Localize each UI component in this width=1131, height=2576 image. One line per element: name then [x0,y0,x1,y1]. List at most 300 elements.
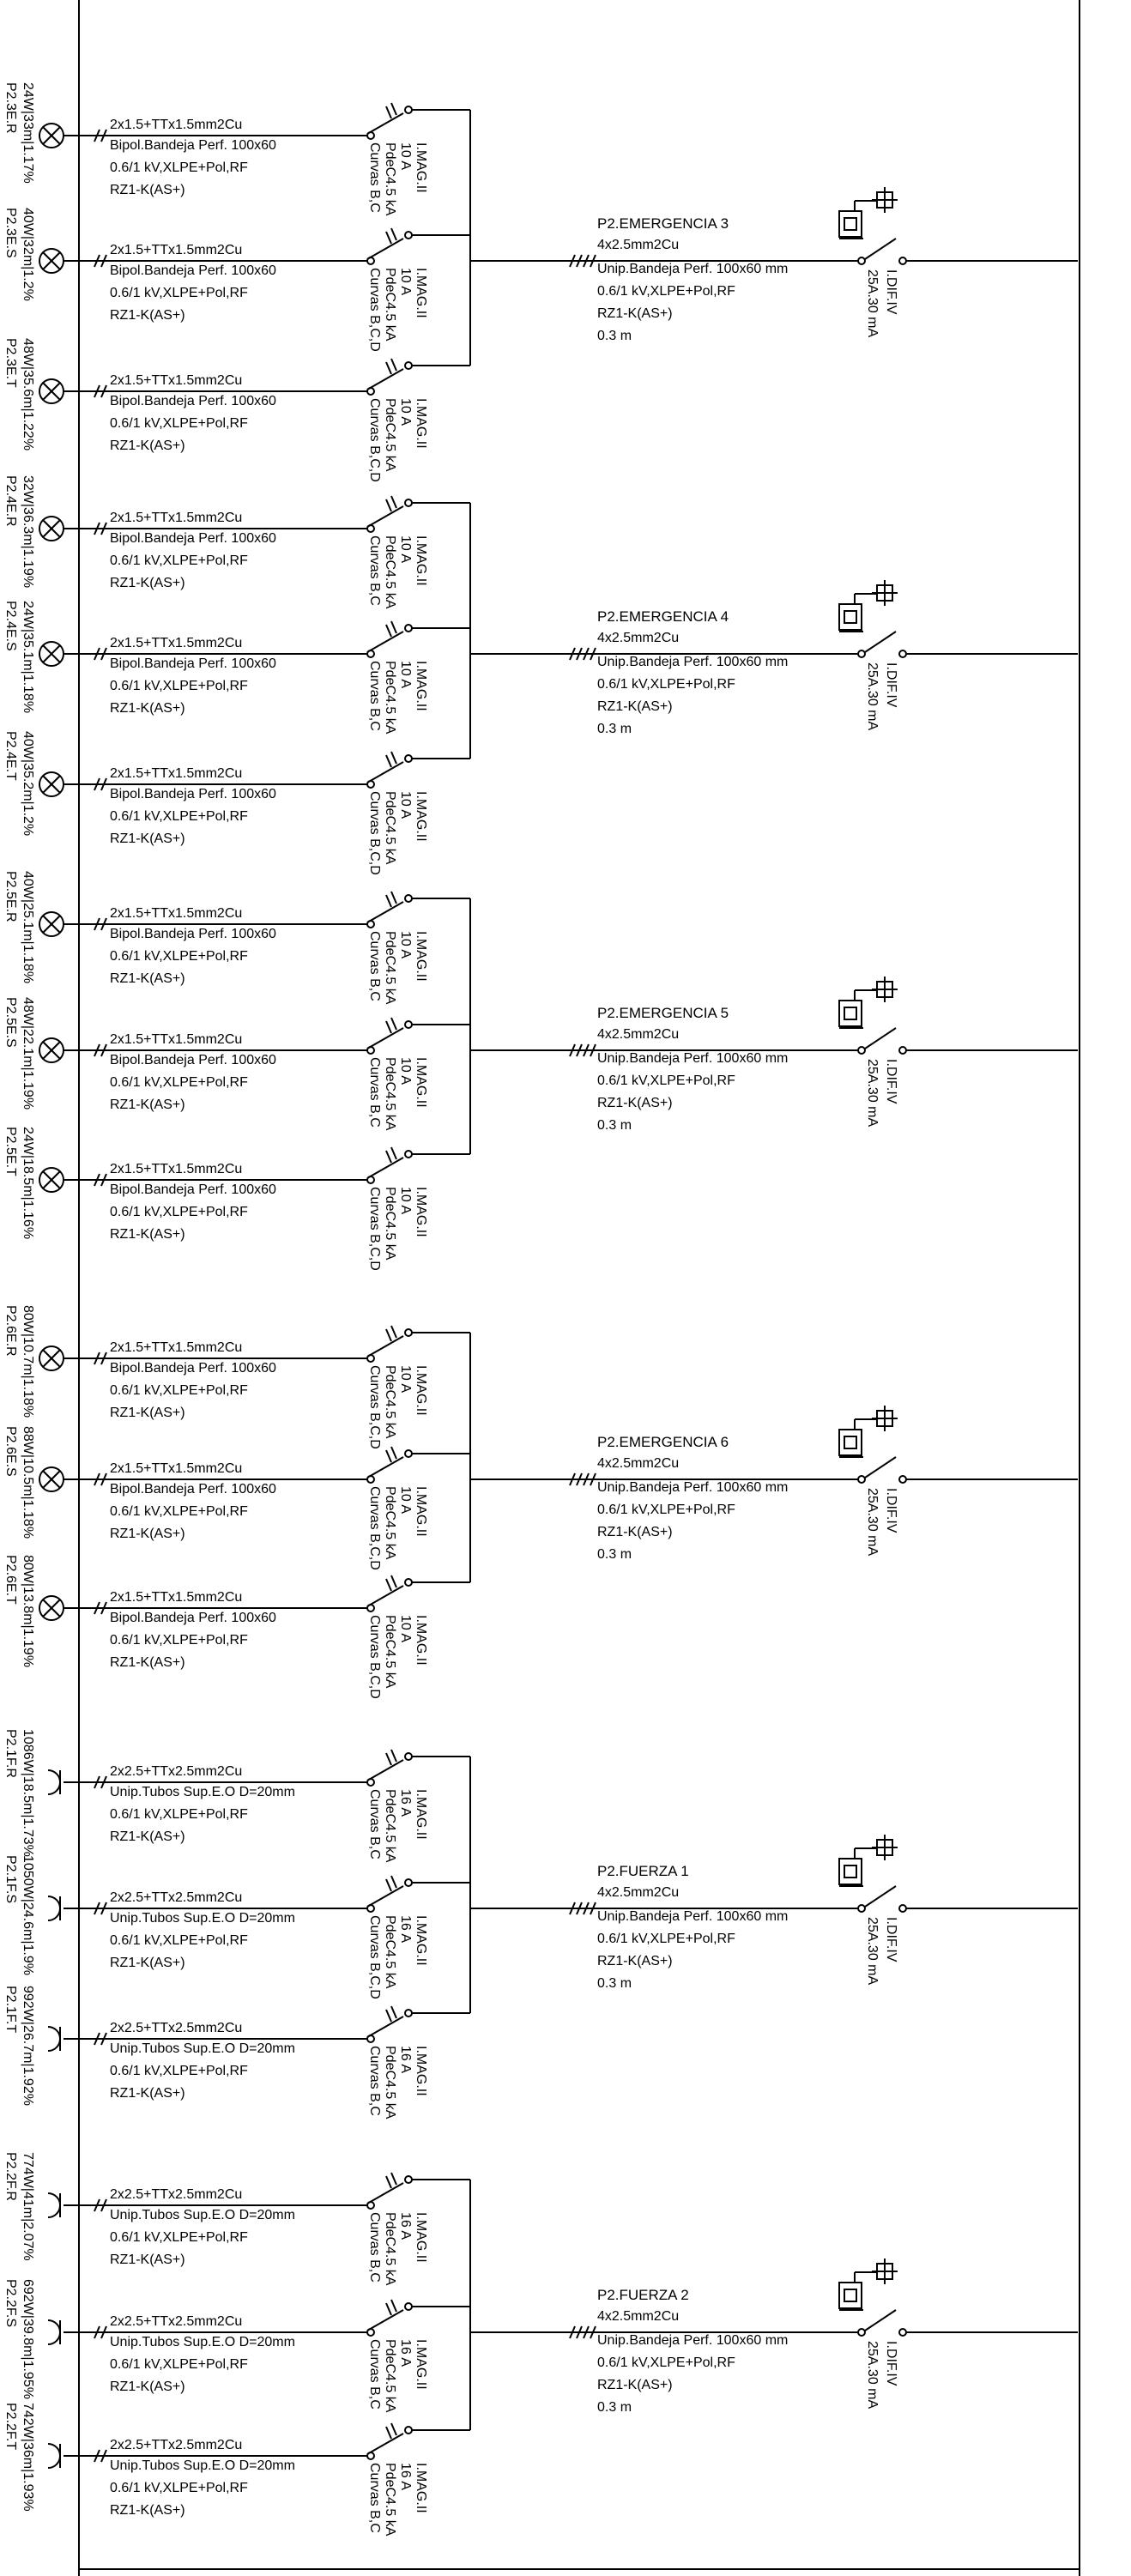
breaker-contact [405,2303,412,2310]
breaker-trip [391,2173,396,2185]
rcd-rating: 25A.30 mA [865,662,880,731]
load-name: P2.1F.T [3,1986,18,2034]
breaker-icon [367,228,412,264]
breaker-contact [405,1753,412,1760]
breaker-rating: 10 A [398,268,413,296]
breaker-type: I.MAG.II [414,1187,428,1237]
breaker-trip [391,359,396,371]
breaker-icon [367,2300,412,2336]
breaker-type: I.MAG.II [414,2463,428,2513]
breaker-pdc: PdeC4.5 kA [383,535,397,609]
cable-spec: 2x2.5+TTx2.5mm2Cu [110,2021,243,2035]
breaker-trip [386,499,391,511]
differential-icon [839,1835,898,1886]
circuit-p2-3e-r [3,82,470,216]
breaker-curve: Curvas B,C,D [367,1187,382,1271]
cable-spec: 2x2.5+TTx2.5mm2Cu [110,2438,243,2452]
installation-method: Bipol.Bandeja Perf. 100x60 [110,394,276,408]
insulation: 0.6/1 kV,XLPE+Pol,RF [110,809,248,824]
breaker-trip [386,1879,391,1891]
breaker-trip [386,362,391,374]
circuit-p2-2f-t [3,2403,470,2537]
breaker-trip [386,1753,391,1765]
breaker-curve: Curvas B,C,D [367,791,382,875]
insulation: 0.6/1 kV,XLPE+Pol,RF [110,949,248,964]
breaker-trip [391,892,396,904]
breaker-blade [367,632,403,652]
circuit-p2-6e-t [3,1555,470,1699]
insulation: 0.6/1 kV,XLPE+Pol,RF [110,553,248,568]
installation-method: Bipol.Bandeja Perf. 100x60 [110,1611,276,1625]
lamp-icon [39,379,64,403]
insulation: 0.6/1 kV,XLPE+Pol,RF [110,1383,248,1398]
breaker-blade [367,1158,403,1178]
socket-icon [48,2444,60,2468]
breaker-contact [405,1329,412,1336]
cable-spec: 2x1.5+TTx1.5mm2Cu [110,1162,243,1176]
breaker-contact [405,2427,412,2434]
cable-type: RZ1-K(AS+) [110,1956,185,1970]
feeder-cable: 4x2.5mm2Cu [597,1885,680,1900]
breaker-blade [367,1457,403,1478]
load-data: 32W|36.3m|1.19% [21,475,35,589]
breaker-contact [405,625,412,632]
breaker-pdc: PdeC4.5 kA [383,142,397,216]
rcd-contact [899,257,906,264]
breaker-pdc: PdeC4.5 kA [383,398,397,472]
breaker-type: I.MAG.II [414,1365,428,1416]
cable-type: RZ1-K(AS+) [110,1655,185,1670]
breaker-trip [391,1147,396,1159]
cable-spec: 2x2.5+TTx2.5mm2Cu [110,1890,243,1905]
feeder-installation: Unip.Bandeja Perf. 100x60 mm [597,1909,789,1924]
circuit-p2-4e-t [3,731,470,875]
cable-type: RZ1-K(AS+) [110,701,185,716]
breaker-pdc: PdeC4.5 kA [383,1187,397,1261]
toroid-box [839,2283,862,2308]
breaker-contact [405,106,412,113]
load-data: 40W|25.1m|1.18% [21,871,35,984]
breaker-type: I.MAG.II [414,1615,428,1666]
lamp-icon [39,249,64,273]
breaker-curve: Curvas B,C [367,142,382,213]
breaker-rating: 10 A [398,661,413,689]
feeder-insulation: 0.6/1 kV,XLPE+Pol,RF [597,284,735,299]
cable-type: RZ1-K(AS+) [110,2503,185,2518]
lamp-icon [39,517,64,541]
cable-spec: 2x1.5+TTx1.5mm2Cu [110,1461,243,1476]
feeder-cable-type: RZ1-K(AS+) [597,1096,673,1110]
insulation: 0.6/1 kV,XLPE+Pol,RF [110,1807,248,1822]
breaker-rating: 10 A [398,791,413,819]
toroid-core [844,2289,856,2301]
breaker-rating: 10 A [398,398,413,426]
installation-method: Bipol.Bandeja Perf. 100x60 [110,1182,276,1197]
breaker-icon [367,103,412,139]
feeder-name: P2.EMERGENCIA 4 [597,608,729,625]
breaker-trip [391,1326,396,1338]
rcd-type: I.DIF.IV [884,269,898,315]
toroid-core [844,1436,856,1448]
breaker-contact [405,755,412,762]
breaker-curve: Curvas B,C [367,2339,382,2410]
lamp-icon [39,772,64,796]
insulation: 0.6/1 kV,XLPE+Pol,RF [110,1205,248,1219]
insulation: 0.6/1 kV,XLPE+Pol,RF [110,2357,248,2372]
installation-method: Bipol.Bandeja Perf. 100x60 [110,927,276,941]
load-name: P2.4E.T [3,731,18,781]
breaker-trip [386,232,391,244]
breaker-rating: 10 A [398,1486,413,1515]
cable-spec: 2x1.5+TTx1.5mm2Cu [110,118,243,132]
breaker-icon [367,892,412,928]
insulation: 0.6/1 kV,XLPE+Pol,RF [110,1633,248,1648]
breaker-blade [367,113,403,134]
load-data: 692W|39.8m|1.95% [21,2279,35,2399]
breaker-pdc: PdeC4.5 kA [383,791,397,865]
load-data: 24W|35.1m|1.18% [21,601,35,714]
breaker-trip [386,1021,391,1033]
breaker-blade [367,2310,403,2331]
load-data: 48W|22.1m|1.19% [21,997,35,1110]
circuit-p2-5e-r [3,871,470,1005]
circuit-p2-3e-s [3,208,470,352]
lamp-icon [39,1596,64,1620]
feeder-cable-type: RZ1-K(AS+) [597,1954,673,1968]
breaker-contact [405,1579,412,1586]
installation-method: Unip.Tubos Sup.E.O D=20mm [110,2458,295,2473]
breaker-trip [386,1579,391,1591]
insulation: 0.6/1 kV,XLPE+Pol,RF [110,2230,248,2245]
rcd-type: I.DIF.IV [884,2341,898,2386]
circuit-p2-6e-s [3,1426,470,1570]
installation-method: Bipol.Bandeja Perf. 100x60 [110,787,276,801]
feeder-name: P2.EMERGENCIA 3 [597,215,729,232]
breaker-trip [386,2176,391,2188]
breaker-rating: 16 A [398,1915,413,1944]
breaker-trip [391,2300,396,2312]
installation-method: Bipol.Bandeja Perf. 100x60 [110,531,276,546]
installation-method: Bipol.Bandeja Perf. 100x60 [110,1053,276,1067]
breaker-rating: 10 A [398,931,413,959]
breaker-blade [367,1028,403,1049]
breaker-trip [386,2427,391,2439]
feeder-cable-type: RZ1-K(AS+) [597,2378,673,2392]
cable-type: RZ1-K(AS+) [110,831,185,846]
feeder-name: P2.EMERGENCIA 5 [597,1005,729,1021]
breaker-curve: Curvas B,C [367,931,382,1001]
installation-method: Bipol.Bandeja Perf. 100x60 [110,138,276,153]
breaker-contact [405,2010,412,2017]
feeder-cable: 4x2.5mm2Cu [597,1456,680,1471]
breaker-type: I.MAG.II [414,1486,428,1537]
feeder-insulation: 0.6/1 kV,XLPE+Pol,RF [597,2355,735,2370]
cable-spec: 2x1.5+TTx1.5mm2Cu [110,1340,243,1355]
breaker-trip [391,2423,396,2435]
load-data: 774W|41m|2.07% [21,2152,35,2261]
installation-method: Bipol.Bandeja Perf. 100x60 [110,263,276,278]
insulation: 0.6/1 kV,XLPE+Pol,RF [110,2064,248,2078]
sub-feeders [470,187,1078,2415]
cable-type: RZ1-K(AS+) [110,2252,185,2267]
breaker-blade [367,506,403,527]
breaker-pdc: PdeC4.5 kA [383,1615,397,1689]
breaker-rating: 16 A [398,2212,413,2240]
feeder-p2-fuerza-1 [470,1835,1078,1991]
rcd-contact [899,1047,906,1054]
feeder-cable-type: RZ1-K(AS+) [597,306,673,321]
breaker-trip [386,2010,391,2022]
breaker-icon [367,621,412,657]
rcd-type: I.DIF.IV [884,662,898,708]
load-name: P2.1F.R [3,1729,18,1778]
load-data: 40W|32m|1.2% [21,208,35,301]
cable-spec: 2x1.5+TTx1.5mm2Cu [110,1590,243,1605]
breaker-icon [367,1147,412,1183]
breaker-trip [391,621,396,633]
feeder-cable: 4x2.5mm2Cu [597,1027,680,1042]
load-data: 88W|10.5m|1.18% [21,1426,35,1539]
breaker-curve: Curvas B,C,D [367,1365,382,1449]
socket-icon [48,2027,60,2051]
rcd-rating: 25A.30 mA [865,1917,880,1986]
breaker-icon [367,1876,412,1912]
breaker-rating: 10 A [398,1187,413,1215]
breaker-icon [367,752,412,788]
breaker-icon [367,1326,412,1362]
load-name: P2.4E.R [3,475,18,527]
lamp-icon [39,1346,64,1370]
socket-arc [48,2444,60,2468]
breaker-trip [386,625,391,637]
load-data: 1050W|24.6m|1.9% [21,1855,35,1975]
rcd-type: I.DIF.IV [884,1059,898,1104]
feeder-installation: Unip.Bandeja Perf. 100x60 mm [597,262,789,276]
rcd-contact [899,2329,906,2336]
rcd-contact [858,2329,865,2336]
breaker-type: I.MAG.II [414,931,428,982]
breaker-pdc: PdeC4.5 kA [383,1789,397,1863]
cable-spec: 2x1.5+TTx1.5mm2Cu [110,373,243,388]
load-name: P2.2F.R [3,2152,18,2201]
rcd-contact [858,1047,865,1054]
rcd-blade [865,632,896,652]
breaker-icon [367,1750,412,1786]
rcd-type: I.DIF.IV [884,1917,898,1962]
breaker-rating: 16 A [398,2046,413,2074]
breaker-blade [367,2017,403,2037]
feeder-insulation: 0.6/1 kV,XLPE+Pol,RF [597,1503,735,1517]
breaker-trip [386,895,391,907]
cable-spec: 2x1.5+TTx1.5mm2Cu [110,906,243,921]
toroid-core [844,1007,856,1019]
breaker-blade [367,2434,403,2454]
installation-method: Bipol.Bandeja Perf. 100x60 [110,1361,276,1376]
breaker-type: I.MAG.II [414,398,428,449]
breaker-contact [405,1021,412,1028]
breaker-blade [367,1886,403,1907]
cable-spec: 2x1.5+TTx1.5mm2Cu [110,243,243,257]
load-name: P2.5E.T [3,1127,18,1176]
socket-arc [48,2193,60,2217]
rcd-contact [899,1905,906,1912]
cable-type: RZ1-K(AS+) [110,2379,185,2394]
circuit-p2-1f-t [3,1986,470,2119]
breaker-pdc: PdeC4.5 kA [383,2212,397,2286]
breaker-type: I.MAG.II [414,2046,428,2096]
breaker-type: I.MAG.II [414,535,428,586]
feeder-p2-emergencia-4 [470,580,1078,736]
rcd-rating: 25A.30 mA [865,1059,880,1128]
feeder-insulation: 0.6/1 kV,XLPE+Pol,RF [597,1073,735,1088]
toroid-core [844,611,856,623]
toroid-box [839,604,862,630]
breaker-curve: Curvas B,C [367,661,382,731]
socket-arc [48,2027,60,2051]
breaker-curve: Curvas B,C [367,2212,382,2283]
feeder-p2-emergencia-5 [470,977,1078,1133]
feeder-installation: Unip.Bandeja Perf. 100x60 mm [597,2333,789,2348]
cable-spec: 2x1.5+TTx1.5mm2Cu [110,1032,243,1047]
breaker-pdc: PdeC4.5 kA [383,2463,397,2537]
circuit-p2-4e-s [3,601,470,735]
load-name: P2.3E.S [3,208,18,258]
breaker-contact [405,232,412,239]
load-data: 40W|35.2m|1.2% [21,731,35,837]
breaker-pdc: PdeC4.5 kA [383,1365,397,1439]
cable-type: RZ1-K(AS+) [110,1829,185,1844]
load-name: P2.6E.T [3,1555,18,1605]
feeder-length: 0.3 m [597,2400,632,2415]
breaker-trip [391,1750,396,1762]
load-data: 80W|10.7m|1.18% [21,1305,35,1418]
feeder-installation: Unip.Bandeja Perf. 100x60 mm [597,655,789,669]
toroid-box [839,1001,862,1026]
rcd-rating: 25A.30 mA [865,269,880,338]
breaker-trip [386,106,391,118]
breaker-trip [391,1876,396,1888]
breaker-pdc: PdeC4.5 kA [383,1486,397,1560]
socket-icon [48,1770,60,1794]
insulation: 0.6/1 kV,XLPE+Pol,RF [110,416,248,431]
load-data: 1086W|18.5m|1.73% [21,1729,35,1857]
load-data: 992W|26.7m|1.92% [21,1986,35,2106]
breaker-contact [405,2176,412,2183]
rcd-rating: 25A.30 mA [865,1488,880,1557]
breaker-type: I.MAG.II [414,2339,428,2390]
circuit-p2-5e-s [3,997,470,1131]
breaker-icon [367,1447,412,1483]
breaker-rating: 10 A [398,535,413,564]
differential-icon [839,580,898,632]
breaker-rating: 10 A [398,1057,413,1085]
breaker-type: I.MAG.II [414,791,428,842]
breaker-rating: 16 A [398,2339,413,2367]
feeder-cable: 4x2.5mm2Cu [597,2309,680,2324]
cable-spec: 2x2.5+TTx2.5mm2Cu [110,2187,243,2202]
cable-spec: 2x2.5+TTx2.5mm2Cu [110,2314,243,2329]
feeder-insulation: 0.6/1 kV,XLPE+Pol,RF [597,677,735,692]
breaker-icon [367,1018,412,1054]
breaker-trip [391,752,396,764]
breaker-pdc: PdeC4.5 kA [383,931,397,1005]
breaker-trip [391,228,396,240]
breaker-pdc: PdeC4.5 kA [383,2339,397,2413]
cable-spec: 2x1.5+TTx1.5mm2Cu [110,766,243,781]
rcd-blade [865,1886,896,1907]
load-name: P2.5E.S [3,997,18,1048]
breaker-contact [405,362,412,369]
circuit-p2-4e-r [3,475,470,609]
breaker-blade [367,2183,403,2204]
breaker-blade [367,1586,403,1606]
circuit-p2-5e-t [3,1127,470,1271]
insulation: 0.6/1 kV,XLPE+Pol,RF [110,2481,248,2495]
breaker-rating: 10 A [398,142,413,171]
rcd-contact [858,1476,865,1483]
insulation: 0.6/1 kV,XLPE+Pol,RF [110,1933,248,1948]
breaker-type: I.MAG.II [414,268,428,318]
circuit-p2-1f-r [3,1729,470,1863]
breaker-rating: 16 A [398,2463,413,2491]
load-data: 48W|35.6m|1.22% [21,338,35,451]
installation-method: Unip.Tubos Sup.E.O D=20mm [110,1911,295,1926]
breaker-icon [367,2423,412,2459]
breaker-rating: 10 A [398,1365,413,1394]
insulation: 0.6/1 kV,XLPE+Pol,RF [110,160,248,175]
feeder-length: 0.3 m [597,1118,632,1133]
breaker-trip [391,1447,396,1459]
cable-spec: 2x1.5+TTx1.5mm2Cu [110,636,243,650]
breaker-icon [367,2173,412,2209]
breaker-icon [367,2006,412,2042]
breaker-curve: Curvas B,C,D [367,398,382,482]
rcd-contact [899,1476,906,1483]
feeder-p2-emergencia-3 [470,187,1078,343]
load-name: P2.6E.R [3,1305,18,1357]
rcd-type: I.DIF.IV [884,1488,898,1533]
breaker-curve: Curvas B,C,D [367,1915,382,1999]
cable-type: RZ1-K(AS+) [110,308,185,323]
breaker-type: I.MAG.II [414,2212,428,2263]
cable-type: RZ1-K(AS+) [110,1227,185,1242]
load-name: P2.5E.R [3,871,18,922]
installation-method: Unip.Tubos Sup.E.O D=20mm [110,2208,295,2222]
breaker-trip [391,2006,396,2018]
rcd-blade [865,1457,896,1478]
installation-method: Bipol.Bandeja Perf. 100x60 [110,1482,276,1497]
breaker-blade [367,369,403,390]
rcd-contact [858,650,865,657]
installation-method: Unip.Tubos Sup.E.O D=20mm [110,2335,295,2349]
feeder-installation: Unip.Bandeja Perf. 100x60 mm [597,1480,789,1495]
cable-type: RZ1-K(AS+) [110,576,185,590]
feeder-length: 0.3 m [597,329,632,343]
load-name: P2.2F.S [3,2279,18,2328]
feeder-name: P2.FUERZA 1 [597,1863,689,1879]
load-name: P2.2F.T [3,2403,18,2451]
feeder-p2-fuerza-2 [470,2259,1078,2415]
breaker-curve: Curvas B,C [367,2046,382,2116]
breaker-blade [367,1760,403,1781]
lamp-icon [39,124,64,148]
breaker-trip [391,496,396,508]
circuit-p2-2f-s [3,2279,470,2413]
feeder-length: 0.3 m [597,1976,632,1991]
installation-method: Unip.Tubos Sup.E.O D=20mm [110,2041,295,2056]
circuit-p2-1f-s [3,1855,470,1999]
feeder-cable-type: RZ1-K(AS+) [597,699,673,714]
